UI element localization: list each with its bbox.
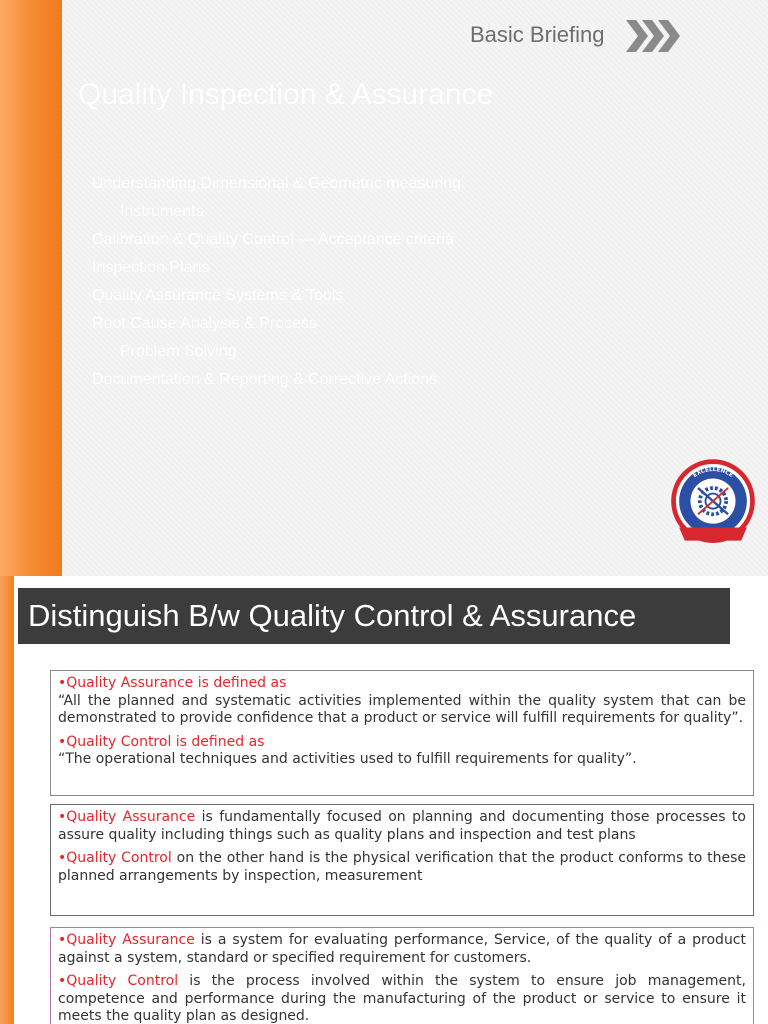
- skill-council-logo: [666, 456, 760, 550]
- chevrons-icon: [624, 16, 684, 56]
- orange-side-strip: [0, 576, 14, 1024]
- qc-system-text: is the process involved within the system to ensure job management, competence and performance during the manufacturing of the product or service to ensure it meets the quality plan as designed.: [58, 973, 746, 1024]
- qc-term: •Quality Control: [58, 850, 172, 866]
- qa-definition-heading: •Quality Assurance is defined as: [58, 675, 287, 691]
- qc-definition-heading: •Quality Control is defined as: [58, 733, 265, 750]
- qa-definition-text: “All the planned and systematic activities implemented within the quality system that can be demonstrated to provide confidence that a product or service will fulfill requirements for quality”.: [58, 692, 746, 726]
- qa-focus-text: is fundamentally focused on planning and documenting those processes to assure quality including things such as quality plans and inspection and test plans: [58, 809, 746, 843]
- qc-focus-text: on the other hand is the physical verification that the product conforms to these planned arrangements by inspection, measurement: [58, 850, 747, 884]
- ghost-list-item: Quality Assurance Systems & Tools: [92, 287, 344, 304]
- slide-qc-vs-qa: [0, 576, 768, 1024]
- qc-definition-text: “The operational techniques and activities used to fulfill requirements for quality”.: [58, 751, 637, 767]
- orange-side-bar: [0, 0, 62, 576]
- logo-ring-text: EXCELLENCE: [692, 466, 734, 479]
- system-box: [50, 927, 754, 1024]
- ghost-title: Quality Inspection & Assurance: [78, 78, 494, 111]
- ghost-list-item: Instruments: [120, 203, 204, 220]
- qa-term: •Quality Assurance: [58, 932, 195, 948]
- slide-title: Distinguish B/w Quality Control & Assurance: [18, 588, 730, 644]
- ghost-list-item: Inspection Plans: [92, 259, 210, 276]
- focus-box: [50, 804, 754, 916]
- ghost-list-item: Root Cause Analysis & Process: [92, 315, 317, 332]
- ghost-list-item: Understanding Dimensional & Geometric measuring: [92, 175, 462, 192]
- qa-term: •Quality Assurance: [58, 809, 196, 825]
- ghost-list-item: Documentation & Reporting & Corrective Actions: [92, 371, 438, 388]
- ghost-list: [92, 170, 461, 394]
- header-label: Basic Briefing: [470, 22, 605, 47]
- ghost-list-item: Problem Solving: [120, 343, 237, 360]
- qa-system-text: is a system for evaluating performance, Service, of the quality of a product against a system, standard or specified requirement for customers.: [58, 932, 746, 966]
- qc-term: •Quality Control: [58, 973, 179, 989]
- definitions-box: [50, 670, 754, 796]
- ghost-list-item: Calibration & Quality Control — Acceptance criteria: [92, 231, 454, 248]
